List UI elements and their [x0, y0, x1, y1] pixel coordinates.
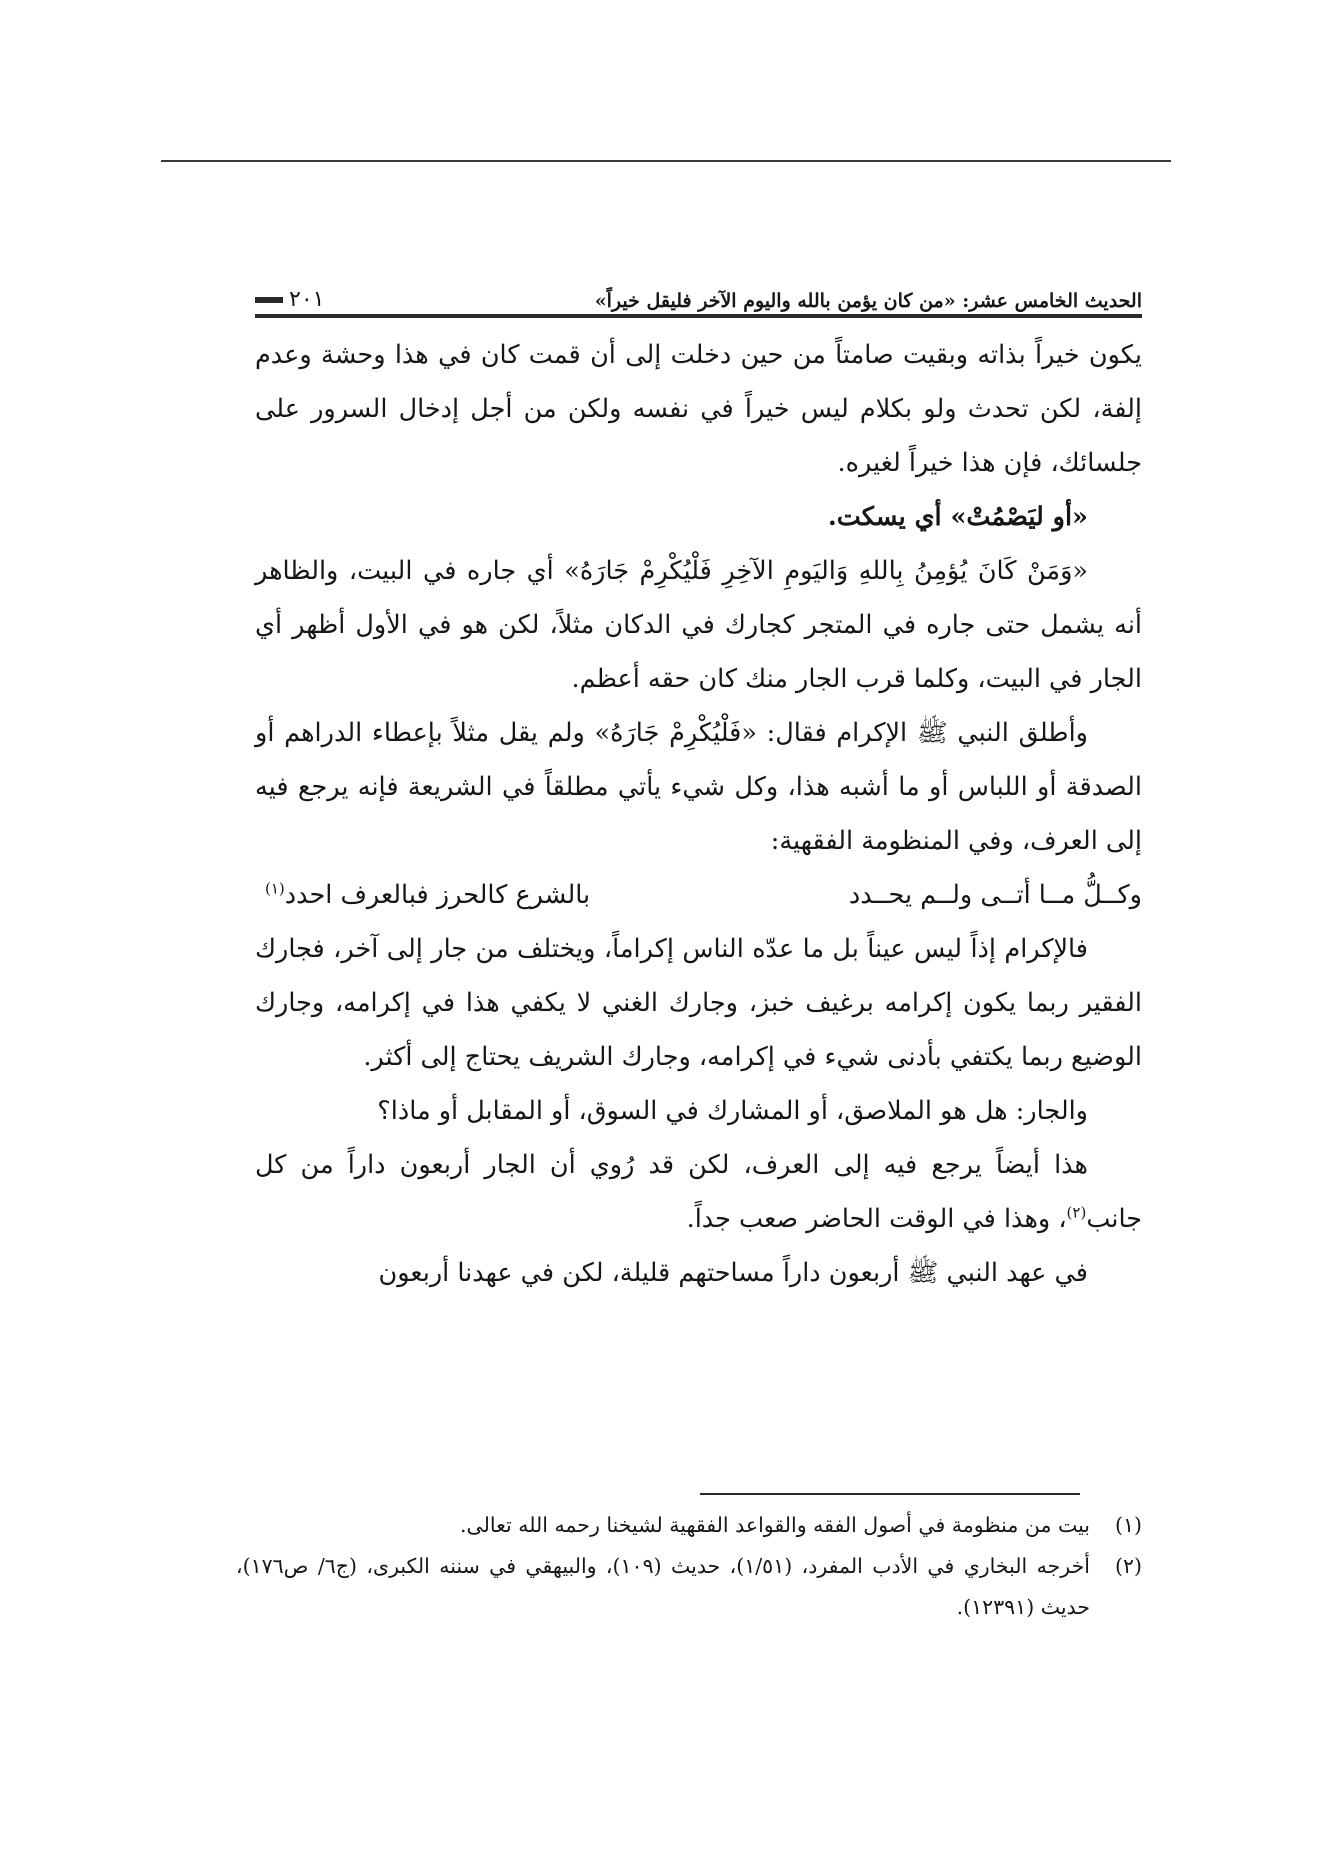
- verse-second-hemistich-wrap: [265, 868, 590, 922]
- book-page: [255, 262, 1142, 1300]
- footnote-ref-2[interactable]: (٢): [1066, 1203, 1087, 1222]
- verse-second-hemistich: بالشرع كالحرز فبالعرف احدد: [284, 880, 591, 910]
- top-rule: [161, 160, 1171, 162]
- paragraph-text: هذا أيضاً يرجع فيه إلى العرف، لكن قد رُوي أن الجار أربعون داراً من كل جانب: [255, 1150, 1142, 1234]
- paragraph: والجار: هل هو الملاصق، أو المشارك في السوق، أو المقابل أو ماذا؟: [377, 1096, 1088, 1126]
- paragraph-text: «أو ليَصْمُتْ» أي يسكت.: [827, 502, 1088, 532]
- footnote-text: أخرجه البخاري في الأدب المفرد، (١/٥١)، حديث (١٠٩)، والبيهقي في سننه الكبرى، (ج٦/ ص١٧٦)، حديث (١٢٣٩١).: [236, 1554, 1090, 1619]
- verse-first-hemistich: وكــلُّ مــا أتــى ولــم يحــدد: [848, 880, 1142, 910]
- page-number: ٢٠١: [289, 287, 325, 312]
- running-head: [255, 262, 1142, 318]
- paragraph: يكون خيراً بذاته وبقيت صامتاً من حين دخلت إلى أن قمت كان في هذا وحشة وعدم إلفة، لكن تحدث ولو بكلام ليس خيراً في نفسه ولكن من أجل إدخال السرور على جلسائك، فإن هذا خيراً لغيره.: [255, 340, 1142, 478]
- poem-verse: [255, 868, 1142, 922]
- paragraph-text: ، وهذا في الوقت الحاضر صعب جداً.: [686, 1204, 1067, 1234]
- footnote-text: بيت من منظومة في أصول الفقه والقواعد الفقهية لشيخنا رحمه الله تعالى.: [460, 1513, 1090, 1537]
- paragraph: في عهد النبي ﷺ أربعون داراً مساحتهم قليلة، لكن في عهدنا أربعون: [378, 1258, 1088, 1288]
- running-head-title: الحديث الخامس عشر: «من كان يؤمن بالله واليوم الآخر فليقل خيراً»: [594, 290, 1142, 312]
- footnote-number: (٢): [1114, 1554, 1142, 1578]
- footnote: [236, 1546, 1142, 1628]
- main-text: [255, 328, 1142, 1300]
- page-number-ornament: [255, 297, 283, 303]
- paragraph: [255, 1138, 1142, 1246]
- footnote-number: (١): [1114, 1513, 1142, 1537]
- paragraph: وأطلق النبي ﷺ الإكرام فقال: «فَلْيُكْرِمْ جَارَهُ» ولم يقل مثلاً بإعطاء الدراهم أو الصدقة أو اللباس أو ما أشبه هذا، وكل شيء يأتي مطلقاً في الشريعة فإنه يرجع فيه إلى العرف، وفي المنظومة الفقهية:: [255, 718, 1142, 856]
- footnote-rule: [700, 1493, 1080, 1495]
- footnotes: [236, 1505, 1142, 1628]
- footnote: [236, 1505, 1142, 1546]
- paragraph: [255, 490, 1142, 544]
- paragraph: فالإكرام إذاً ليس عيناً بل ما عدّه الناس إكراماً، ويختلف من جار إلى آخر، فجارك الفقير ربما يكون إكرامه برغيف خبز، وجارك الغني لا يكفي هذا في إكرامه، وجارك الوضيع ربما يكتفي بأدنى شيء في إكرامه، وجارك الشريف يحتاج إلى أكثر.: [255, 934, 1142, 1072]
- page-number-block: [255, 287, 324, 312]
- paragraph: «وَمَنْ كَانَ يُؤمِنُ بِاللهِ وَاليَومِ الآخِرِ فَلْيُكْرِمْ جَارَهُ» أي جاره في البيت، والظاهر أنه يشمل حتى جاره في المتجر كجارك في الدكان مثلاً، لكن هو في الأول أظهر أي الجار في البيت، وكلما قرب الجار منك كان حقه أعظم.: [255, 556, 1142, 694]
- footnote-ref-1[interactable]: (١): [265, 879, 285, 898]
